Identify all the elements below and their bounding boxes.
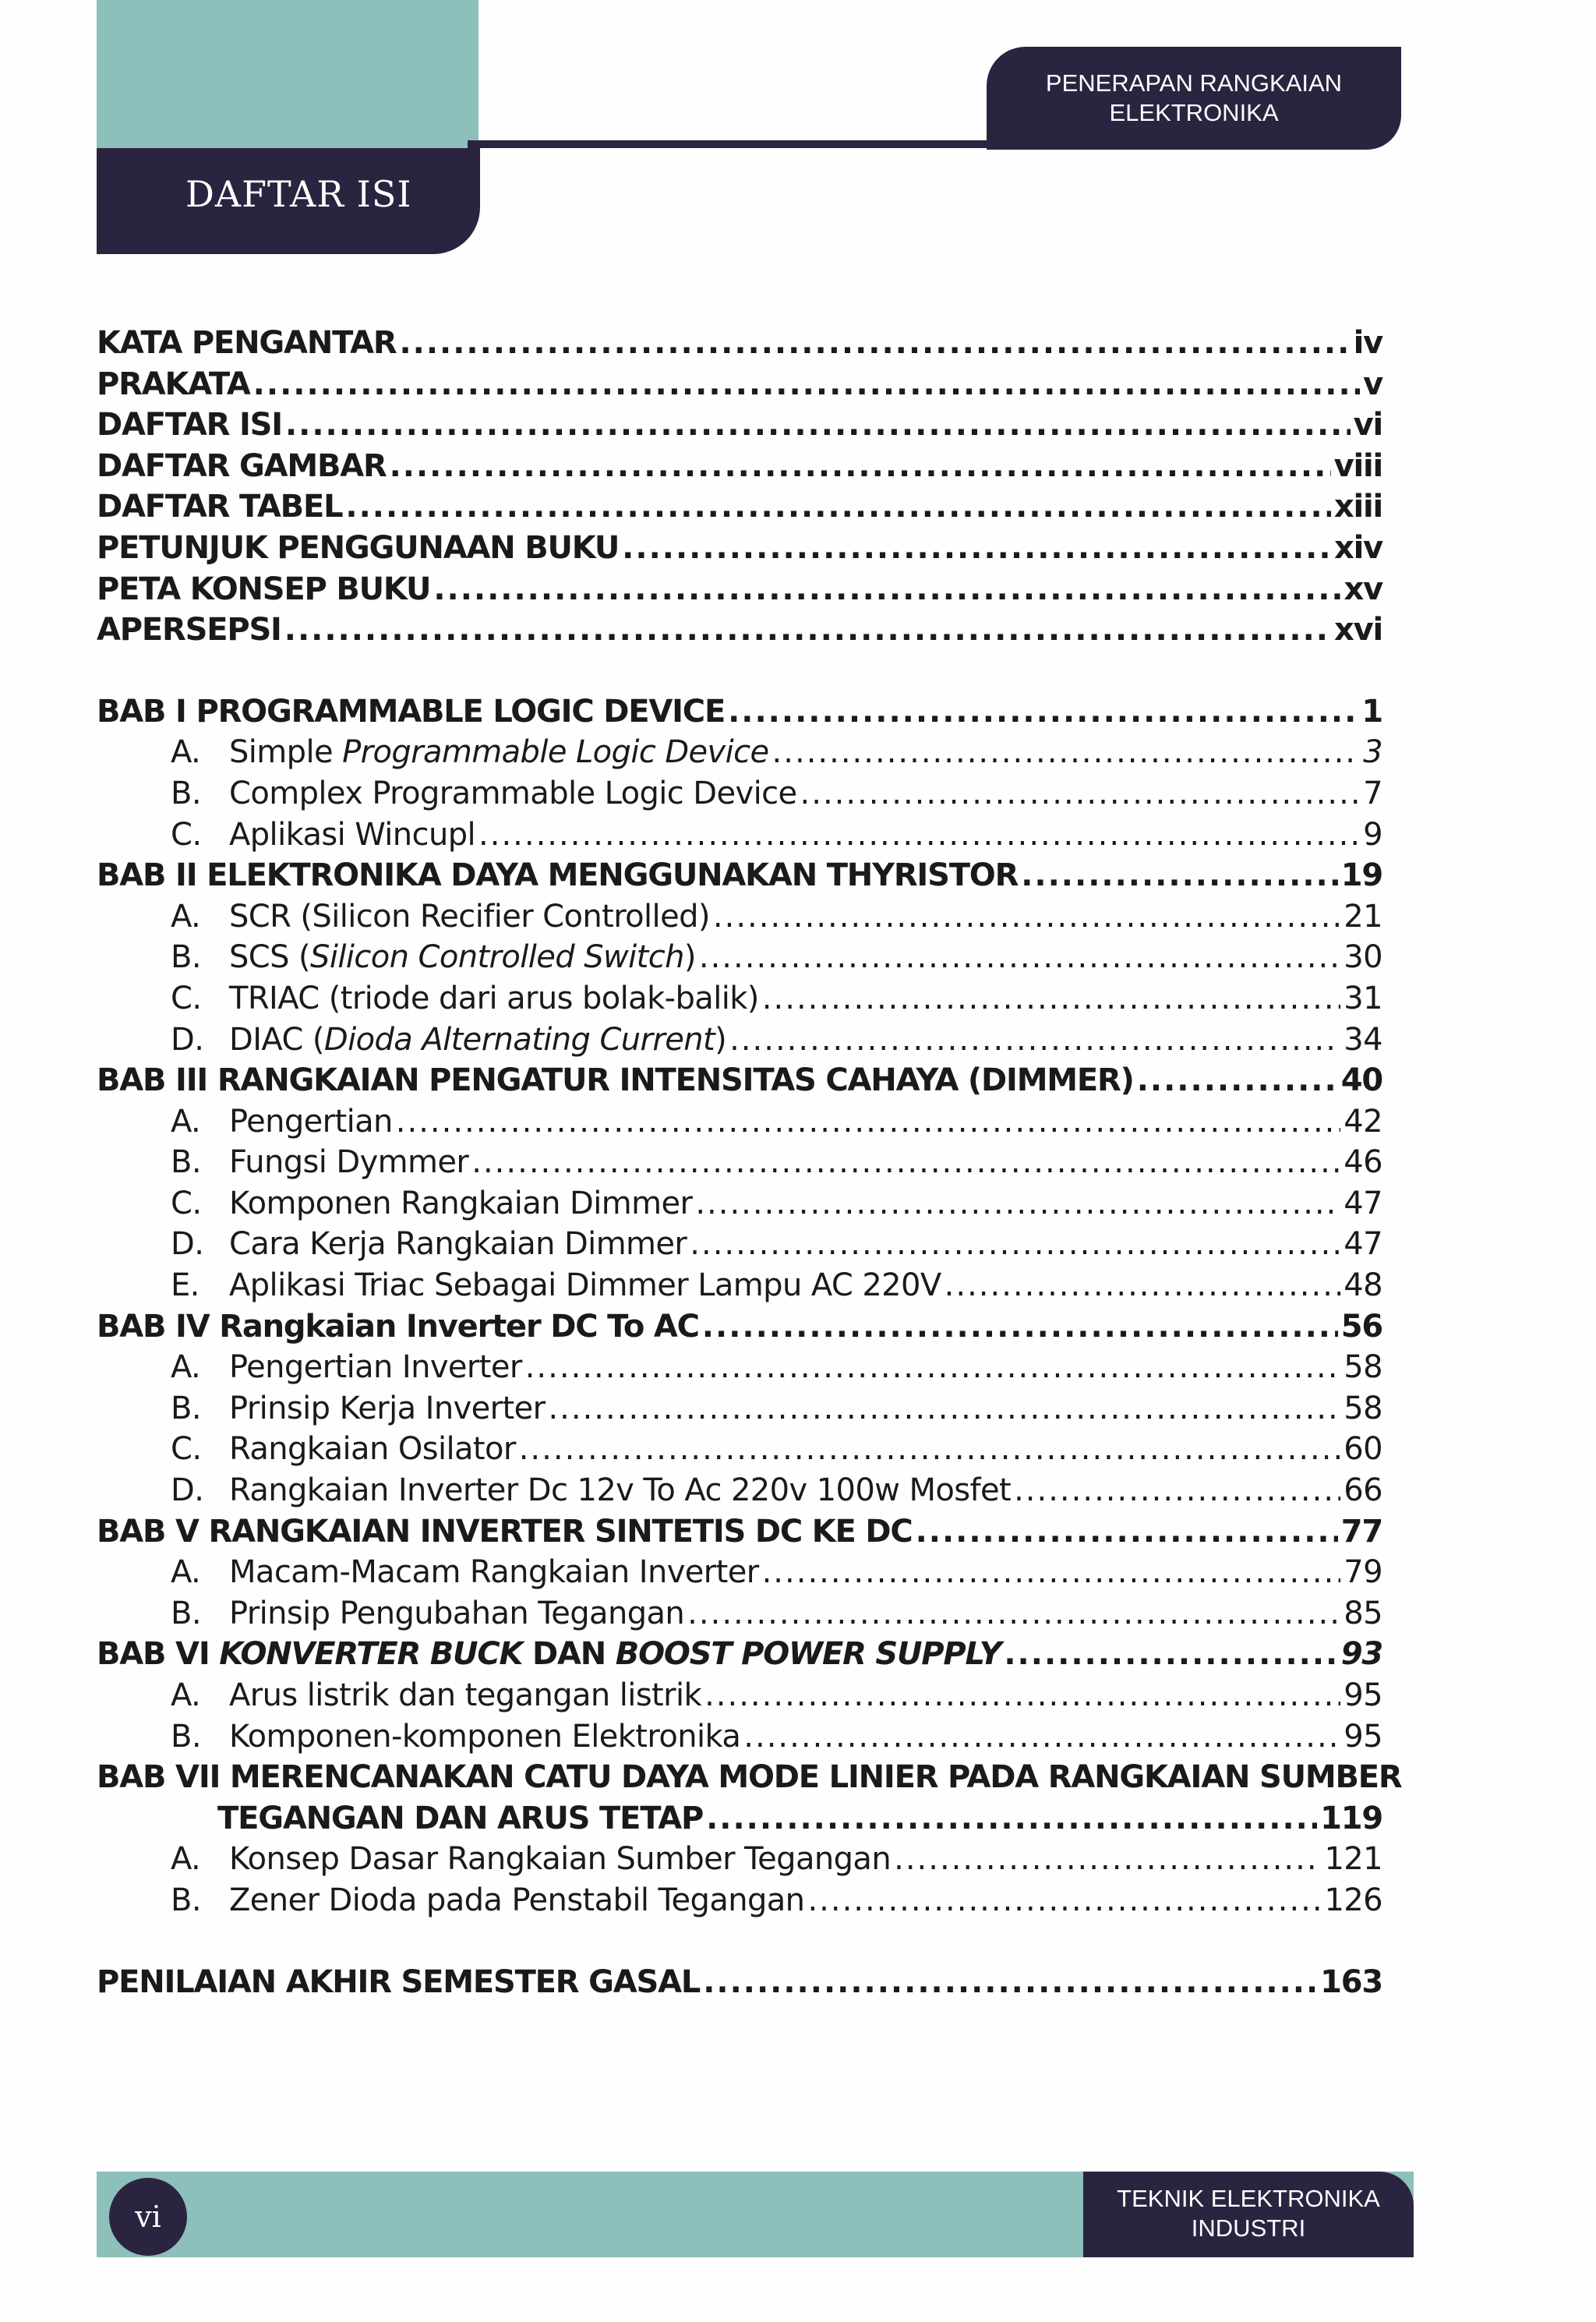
toc-page-number: 46 xyxy=(1344,1144,1382,1181)
toc-entry xyxy=(97,1798,1382,1840)
toc-entry-letter: A. xyxy=(171,1554,201,1591)
toc-title-part: DAN xyxy=(522,1636,616,1673)
toc-entry xyxy=(97,486,1382,528)
toc-entry xyxy=(97,855,1382,896)
toc-entry-title: DAFTAR ISI xyxy=(97,407,282,444)
toc-entry-letter: A. xyxy=(171,734,201,771)
toc-entry-title: PETA KONSEP BUKU xyxy=(97,571,431,607)
toc-entry xyxy=(97,1142,1382,1183)
toc-entry-letter: D. xyxy=(171,1472,204,1509)
toc-page-number: 85 xyxy=(1344,1595,1382,1631)
toc-title-part: Prinsip Kerja Inverter xyxy=(229,1390,546,1426)
toc-entry-title xyxy=(229,1183,692,1225)
toc-page-number: 93 xyxy=(1340,1636,1382,1673)
toc-entry xyxy=(97,773,1382,815)
toc-entry xyxy=(97,1634,1382,1675)
toc-title-part: Pengertian xyxy=(229,1103,393,1140)
toc-page-number: 31 xyxy=(1344,980,1382,1016)
toc-page-number: 42 xyxy=(1344,1103,1382,1140)
toc-entry xyxy=(97,1880,1382,1921)
toc-entry-title xyxy=(229,1716,740,1758)
toc-entry xyxy=(97,1429,1382,1470)
toc-page-number: 66 xyxy=(1344,1472,1382,1509)
toc-dot-leader xyxy=(729,1020,1340,1061)
toc-dot-leader xyxy=(390,446,1331,487)
toc-dot-leader xyxy=(284,610,1331,651)
toc-entry xyxy=(97,1265,1382,1306)
toc-entry-title xyxy=(229,1552,759,1593)
toc-entry-letter: C. xyxy=(171,816,202,853)
toc-page-number: 95 xyxy=(1344,1677,1382,1713)
toc-dot-leader xyxy=(253,364,1360,405)
toc-title-part: Macam-Macam Rangkaian Inverter xyxy=(229,1554,759,1591)
toc-spacer xyxy=(97,651,1382,691)
toc-entry-title xyxy=(229,773,797,815)
toc-entry-letter: A. xyxy=(171,1349,201,1386)
toc-entry-title xyxy=(229,1265,941,1306)
toc-dot-leader xyxy=(743,1716,1340,1758)
toc-entry xyxy=(97,1593,1382,1635)
toc-entry-title xyxy=(229,815,475,856)
toc-entry xyxy=(97,446,1382,487)
toc-page-number: 19 xyxy=(1340,857,1382,894)
toc-dot-leader xyxy=(1004,1634,1337,1675)
toc-page-number: 48 xyxy=(1344,1267,1382,1304)
toc-entry xyxy=(97,405,1382,446)
toc-page-number: 30 xyxy=(1344,939,1382,976)
toc-entry-letter: C. xyxy=(171,1185,202,1221)
toc-entry-title xyxy=(229,1347,522,1388)
toc-entry-title xyxy=(229,1224,687,1265)
toc-entry-title: BAB II ELEKTRONIKA DAYA MENGGUNAKAN THYRISTOR xyxy=(97,857,1019,894)
toc-page-number: 7 xyxy=(1363,775,1382,811)
toc-entry-letter: B. xyxy=(171,939,201,976)
toc-spacer xyxy=(97,1921,1382,1962)
footer-subject-line-1: TEKNIK ELEKTRONIKA xyxy=(1117,2185,1380,2212)
toc-dot-leader xyxy=(396,1101,1341,1143)
toc-title-italic: Silicon Controlled Switch xyxy=(310,939,684,976)
toc-title-italic: KONVERTER BUCK xyxy=(219,1636,523,1673)
toc-entry xyxy=(97,1306,1382,1348)
toc-page-number: 60 xyxy=(1344,1431,1382,1468)
toc-entry xyxy=(97,691,1382,733)
toc-dot-leader xyxy=(800,773,1361,815)
toc-title-part: DIAC ( xyxy=(229,1021,324,1058)
subject-line-2: ELEKTRONIKA xyxy=(1109,99,1279,126)
toc-entry-title xyxy=(229,1880,804,1921)
toc-entry-title xyxy=(229,1839,891,1880)
toc-entry-title xyxy=(229,896,710,938)
toc-entry xyxy=(97,1839,1382,1880)
toc-entry-title: BAB VII MERENCANAKAN CATU DAYA MODE LINIER PADA RANGKAIAN SUMBER xyxy=(97,1759,1402,1796)
page-title: DAFTAR ISI xyxy=(185,173,412,215)
toc-page-number: viii xyxy=(1333,447,1382,484)
toc-entry xyxy=(97,1716,1382,1758)
toc-entry xyxy=(97,732,1382,773)
toc-entry-letter: B. xyxy=(171,775,201,811)
toc-entry-title: APERSEPSI xyxy=(97,612,281,649)
toc-entry-title xyxy=(229,732,769,773)
toc-entry xyxy=(97,815,1382,856)
toc-entry-letter: B. xyxy=(171,1718,201,1755)
toc-entry-letter: D. xyxy=(171,1226,204,1263)
toc-title-part: Cara Kerja Rangkaian Dimmer xyxy=(229,1226,687,1263)
toc-entry-title xyxy=(229,937,696,978)
toc-entry-title: DAFTAR GAMBAR xyxy=(97,447,387,484)
toc-entry xyxy=(97,1060,1382,1101)
toc-page-number: 47 xyxy=(1344,1226,1382,1263)
toc-page-number: 119 xyxy=(1320,1800,1382,1836)
toc-page-number: 1 xyxy=(1361,693,1382,730)
toc-entry-letter: D. xyxy=(171,1021,204,1058)
table-of-contents xyxy=(97,323,1402,2002)
toc-title-part: Arus listrik dan tegangan listrik xyxy=(229,1677,702,1713)
toc-page-number: 163 xyxy=(1320,1963,1382,2000)
toc-entry xyxy=(97,323,1382,364)
toc-entry-title xyxy=(97,1634,1001,1675)
toc-dot-leader xyxy=(703,1962,1317,2003)
toc-dot-leader xyxy=(399,323,1350,364)
toc-title-part: Komponen Rangkaian Dimmer xyxy=(229,1185,693,1221)
toc-entry-title xyxy=(229,1142,468,1183)
toc-entry-title: PRAKATA xyxy=(97,366,250,402)
page-number: vi xyxy=(109,2178,187,2256)
toc-entry-letter: E. xyxy=(171,1267,200,1304)
toc-entry-letter: B. xyxy=(171,1390,201,1426)
toc-dot-leader xyxy=(916,1511,1338,1553)
toc-entry-title xyxy=(229,1675,701,1716)
toc-entry xyxy=(97,1183,1382,1225)
toc-dot-leader xyxy=(1021,855,1338,896)
toc-title-part: ) xyxy=(715,1021,727,1058)
toc-entry-title: BAB V RANGKAIAN INVERTER SINTETIS DC KE DC xyxy=(97,1513,913,1550)
toc-entry-title xyxy=(229,978,759,1020)
toc-dot-leader xyxy=(687,1593,1340,1635)
toc-entry xyxy=(97,364,1382,405)
toc-dot-leader xyxy=(690,1224,1340,1265)
toc-entry-title: KATA PENGANTAR xyxy=(97,325,397,361)
toc-entry xyxy=(97,1347,1382,1388)
toc-entry xyxy=(97,610,1382,651)
toc-title-part: Aplikasi Wincupl xyxy=(229,816,476,853)
toc-page-number: 47 xyxy=(1344,1185,1382,1221)
toc-entry-letter: A. xyxy=(171,1103,201,1140)
toc-page-number: 3 xyxy=(1363,734,1382,771)
toc-entry-title xyxy=(229,1101,393,1143)
toc-dot-leader xyxy=(762,1552,1341,1593)
toc-entry-letter: A. xyxy=(171,898,201,935)
toc-title-part: Fungsi Dymmer xyxy=(229,1144,469,1181)
toc-entry-title: PETUNJUK PENGGUNAAN BUKU xyxy=(97,529,620,566)
toc-dot-leader xyxy=(713,896,1340,938)
toc-dot-leader xyxy=(345,486,1330,528)
toc-dot-leader xyxy=(728,691,1358,733)
toc-entry xyxy=(97,1020,1382,1061)
toc-page-number: xiv xyxy=(1334,529,1382,566)
toc-entry-title: BAB I PROGRAMMABLE LOGIC DEVICE xyxy=(97,693,726,730)
toc-page-number: 79 xyxy=(1344,1554,1382,1591)
toc-dot-leader xyxy=(622,528,1331,569)
toc-entry-title: BAB III RANGKAIAN PENGATUR INTENSITAS CAHAYA (DIMMER) xyxy=(97,1062,1134,1099)
toc-page-number: v xyxy=(1363,366,1382,402)
toc-dot-leader xyxy=(945,1265,1341,1306)
toc-dot-leader xyxy=(702,1306,1338,1348)
toc-page-number: 21 xyxy=(1344,898,1382,935)
toc-page-number: xiii xyxy=(1333,489,1382,525)
toc-entry xyxy=(97,1388,1382,1430)
toc-page-number: 58 xyxy=(1344,1390,1382,1426)
toc-page-number: 40 xyxy=(1340,1062,1382,1099)
toc-dot-leader xyxy=(772,732,1361,773)
toc-title-italic: Dioda Alternating Current xyxy=(323,1021,715,1058)
toc-page-number: 121 xyxy=(1324,1841,1382,1878)
toc-page-number: xvi xyxy=(1334,612,1382,649)
toc-page-number: 56 xyxy=(1340,1308,1382,1345)
toc-title-italic: BOOST POWER SUPPLY xyxy=(615,1636,1001,1673)
toc-dot-leader xyxy=(704,1675,1340,1716)
toc-entry-title xyxy=(229,1429,516,1470)
toc-entry xyxy=(97,1101,1382,1143)
footer-subject-tab xyxy=(1083,2172,1414,2257)
toc-dot-leader xyxy=(433,569,1340,610)
toc-title-part: Rangkaian Inverter Dc 12v To Ac 220v 100w Mosfet xyxy=(229,1472,1012,1509)
title-tab xyxy=(97,148,480,254)
footer-subject-line-2: INDUSTRI xyxy=(1191,2214,1306,2242)
toc-dot-leader xyxy=(478,815,1360,856)
toc-entry xyxy=(97,1962,1382,2003)
toc-entry xyxy=(97,1511,1382,1553)
toc-title-part: BAB VI xyxy=(97,1636,220,1673)
toc-entry xyxy=(97,1675,1382,1716)
toc-dot-leader xyxy=(807,1880,1321,1921)
toc-title-part: Aplikasi Triac Sebagai Dimmer Lampu AC 220V xyxy=(229,1267,941,1304)
toc-dot-leader xyxy=(699,937,1340,978)
toc-entry-title: TEGANGAN DAN ARUS TETAP xyxy=(217,1800,704,1836)
subject-tab xyxy=(987,47,1401,150)
header-teal-block xyxy=(97,0,478,148)
toc-entry-title: DAFTAR TABEL xyxy=(97,489,343,525)
toc-entry xyxy=(97,896,1382,938)
toc-entry-title: PENILAIAN AKHIR SEMESTER GASAL xyxy=(97,1963,701,2000)
toc-dot-leader xyxy=(1014,1470,1340,1511)
header-rule xyxy=(468,140,994,148)
toc-entry-letter: A. xyxy=(171,1841,201,1878)
toc-page-number: 126 xyxy=(1324,1882,1382,1918)
toc-dot-leader xyxy=(762,978,1341,1020)
toc-entry-title xyxy=(229,1593,684,1635)
toc-entry xyxy=(97,1224,1382,1265)
toc-entry-title xyxy=(229,1388,545,1430)
toc-entry xyxy=(97,1470,1382,1511)
toc-title-part: Komponen-komponen Elektronika xyxy=(229,1718,741,1755)
toc-title-part: Complex Programmable Logic Device xyxy=(229,775,797,811)
toc-entry-letter: C. xyxy=(171,980,202,1016)
toc-dot-leader xyxy=(894,1839,1321,1880)
toc-dot-leader xyxy=(519,1429,1341,1470)
toc-dot-leader xyxy=(471,1142,1340,1183)
toc-entry-letter: C. xyxy=(171,1431,202,1468)
toc-dot-leader xyxy=(1137,1060,1338,1101)
toc-title-part: ) xyxy=(683,939,696,976)
toc-entry xyxy=(97,978,1382,1020)
toc-entry xyxy=(97,528,1382,569)
toc-page-number: 58 xyxy=(1344,1349,1382,1386)
toc-page-number: 9 xyxy=(1363,816,1382,853)
toc-title-italic: Programmable Logic Device xyxy=(342,734,769,771)
toc-page-number: 34 xyxy=(1344,1021,1382,1058)
toc-entry-title xyxy=(229,1470,1011,1511)
toc-dot-leader xyxy=(706,1798,1317,1840)
toc-entry-letter: B. xyxy=(171,1595,201,1631)
toc-entry-letter: A. xyxy=(171,1677,201,1713)
toc-entry-letter: B. xyxy=(171,1144,201,1181)
toc-dot-leader xyxy=(695,1183,1340,1225)
toc-entry-letter: B. xyxy=(171,1882,201,1918)
toc-title-part: Prinsip Pengubahan Tegangan xyxy=(229,1595,685,1631)
toc-entry xyxy=(97,1552,1382,1593)
toc-title-part: SCS ( xyxy=(229,939,311,976)
toc-dot-leader xyxy=(525,1347,1341,1388)
toc-dot-leader xyxy=(285,405,1351,446)
toc-title-part: TRIAC (triode dari arus bolak-balik) xyxy=(229,980,759,1016)
toc-entry xyxy=(97,1757,1402,1798)
toc-entry-title: BAB IV Rangkaian Inverter DC To AC xyxy=(97,1308,699,1345)
toc-title-part: Simple xyxy=(229,734,343,771)
toc-page-number: 77 xyxy=(1340,1513,1382,1550)
toc-entry xyxy=(97,937,1382,978)
toc-title-part: Rangkaian Osilator xyxy=(229,1431,516,1468)
toc-title-part: SCR (Silicon Recifier Controlled) xyxy=(229,898,710,935)
toc-entry-title xyxy=(229,1020,726,1061)
subject-line-1: PENERAPAN RANGKAIAN xyxy=(1045,69,1343,97)
toc-title-part: Konsep Dasar Rangkaian Sumber Tegangan xyxy=(229,1841,892,1878)
toc-title-part: Pengertian Inverter xyxy=(229,1349,522,1386)
toc-page-number: 95 xyxy=(1344,1718,1382,1755)
toc-dot-leader xyxy=(548,1388,1340,1430)
toc-page-number: vi xyxy=(1353,407,1382,444)
toc-entry xyxy=(97,569,1382,610)
toc-page-number: iv xyxy=(1353,325,1382,361)
toc-title-part: Zener Dioda pada Penstabil Tegangan xyxy=(229,1882,805,1918)
toc-page-number: xv xyxy=(1344,571,1382,607)
